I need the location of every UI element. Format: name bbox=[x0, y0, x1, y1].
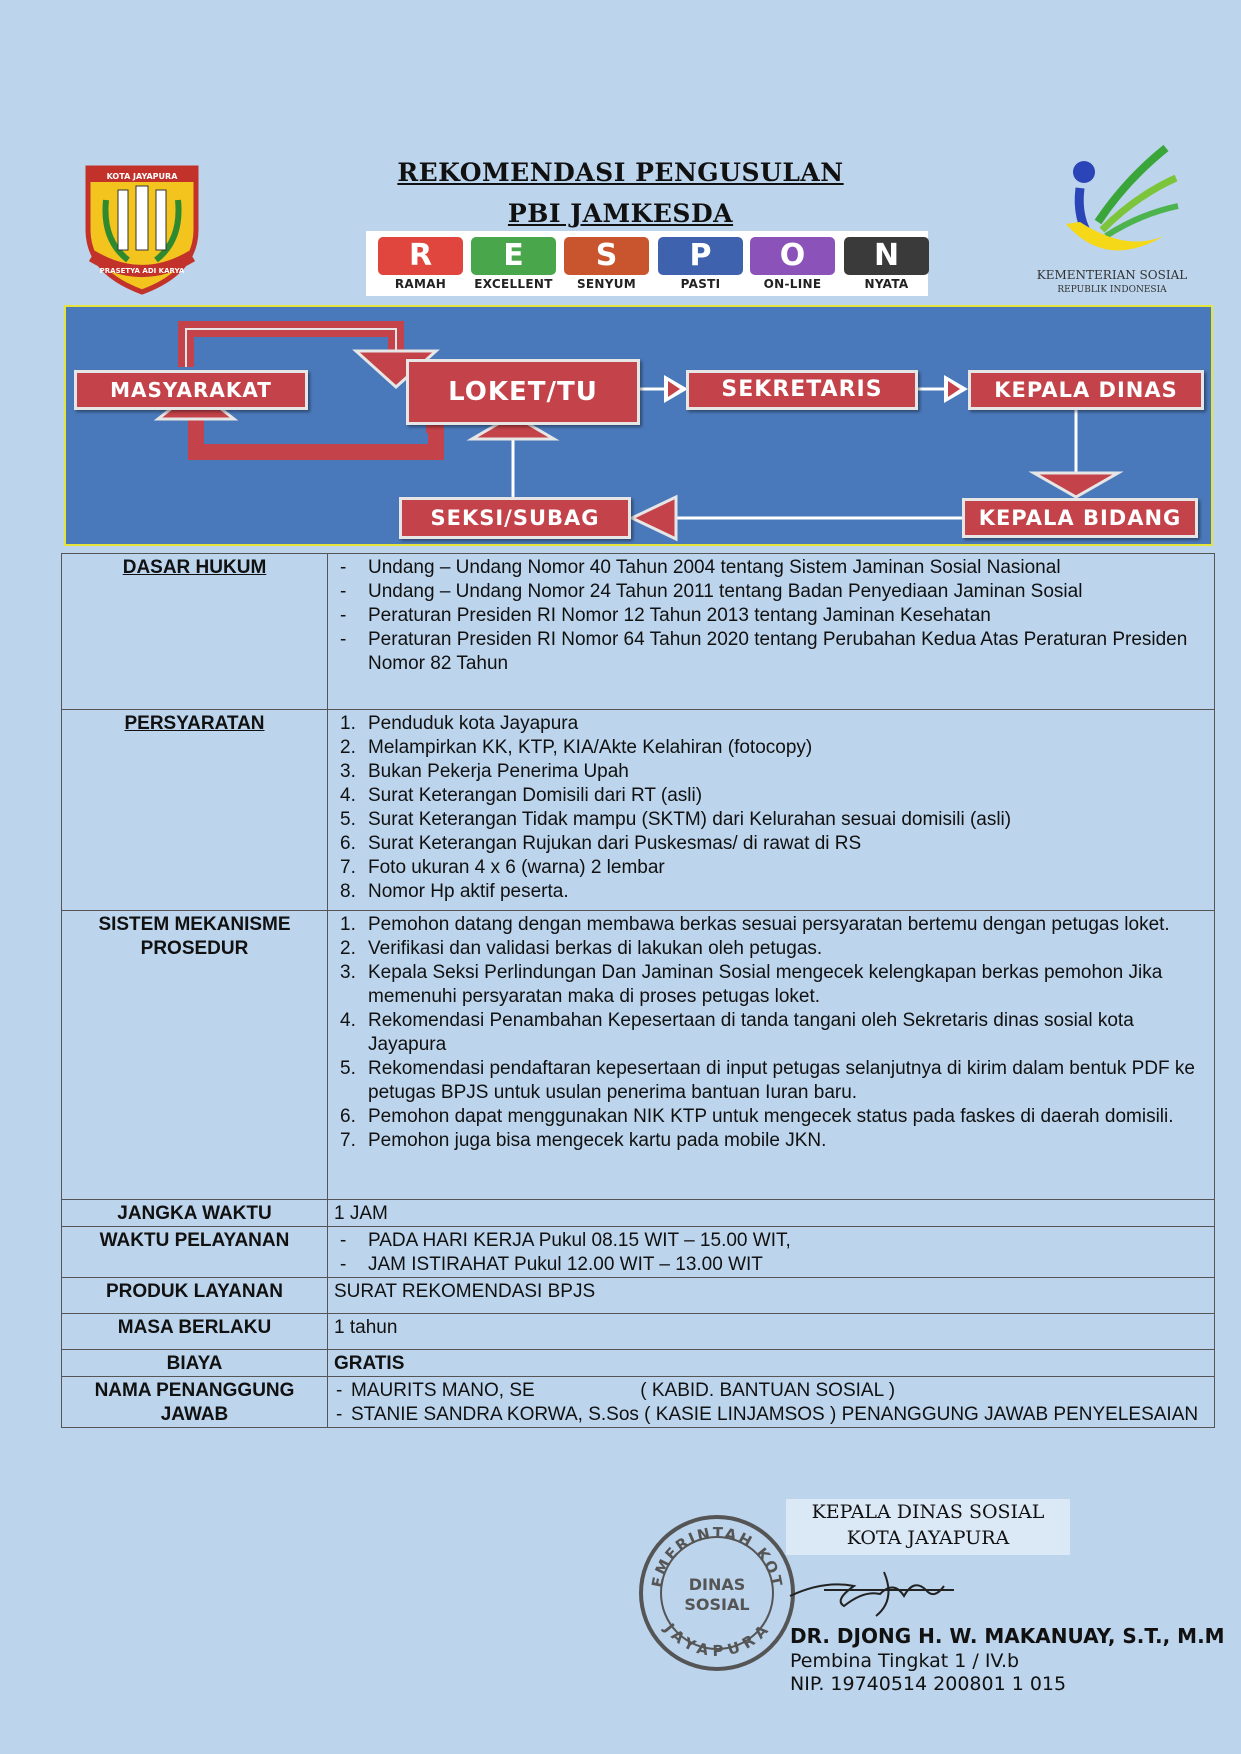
persyaratan-item bbox=[334, 832, 1208, 856]
persyaratan-text: Melampirkan KK, KTP, KIA/Akte Kelahiran (fotocopy) bbox=[368, 737, 813, 758]
flow-seksi-subag: SEKSI/SUBAG bbox=[399, 497, 631, 539]
persyaratan-item bbox=[334, 784, 1208, 808]
waktu-text: JAM ISTIRAHAT Pukul 12.00 WIT – 13.00 WIT bbox=[368, 1254, 763, 1275]
persyaratan-item bbox=[334, 880, 1208, 904]
respon-label-1: RAMAH bbox=[394, 277, 447, 291]
signatory-rank: Pembina Tingkat 1 / IV.b bbox=[790, 1650, 1020, 1672]
list-marker: - bbox=[340, 1230, 347, 1251]
label-waktu-pelayanan: WAKTU PELAYANAN bbox=[62, 1227, 328, 1278]
svg-text:DINAS: DINAS bbox=[688, 1575, 746, 1594]
waktu-text: PADA HARI KERJA Pukul 08.15 WIT – 15.00 WIT, bbox=[368, 1230, 791, 1251]
respon-label-5: ON-LINE bbox=[763, 277, 822, 291]
dasar-hukum-text: Undang – Undang Nomor 24 Tahun 2011 tentang Badan Penyediaan Jaminan Sosial bbox=[368, 581, 1083, 602]
persyaratan-text: Surat Keterangan Tidak mampu (SKTM) dari Kelurahan sesuai domisili (asli) bbox=[368, 809, 1012, 830]
handwritten-signature bbox=[784, 1560, 964, 1620]
persyaratan-item bbox=[334, 856, 1208, 880]
sistem-item bbox=[334, 913, 1208, 937]
row-persyaratan bbox=[62, 710, 1215, 911]
label-dasar-hukum: DASAR HUKUM bbox=[62, 554, 328, 710]
value-masa: 1 tahun bbox=[328, 1314, 1215, 1350]
list-marker: 2. bbox=[340, 737, 356, 758]
pj-text: STANIE SANDRA KORWA, S.Sos ( KASIE LINJAMSOS ) PENANGGUNG JAWAB PENYELESAIAN bbox=[351, 1404, 1199, 1425]
respon-label-6: NYATA bbox=[864, 277, 909, 291]
service-info-table bbox=[61, 553, 1215, 1428]
list-marker: - bbox=[340, 605, 347, 626]
dasar-hukum-text: Undang – Undang Nomor 40 Tahun 2004 tentang Sistem Jaminan Sosial Nasional bbox=[368, 557, 1061, 578]
waktu-item bbox=[334, 1253, 1208, 1277]
signatory-name: DR. DJONG H. W. MAKANUAY, S.T., M.M bbox=[790, 1624, 1225, 1648]
pj-item bbox=[334, 1379, 1208, 1403]
list-marker: 1. bbox=[340, 914, 356, 935]
pj-item bbox=[334, 1403, 1208, 1427]
respon-label-3: SENYUM bbox=[576, 277, 637, 291]
alur-pelayanan-diagram bbox=[64, 305, 1213, 546]
value-jangka-waktu: 1 JAM bbox=[328, 1200, 1215, 1227]
svg-text:PRASETYA ADI KARYA: PRASETYA ADI KARYA bbox=[99, 267, 185, 275]
flow-sekretaris: SEKRETARIS bbox=[686, 370, 918, 410]
signatory-nip: NIP. 19740514 200801 1 015 bbox=[790, 1673, 1067, 1695]
list-marker: 1. bbox=[340, 713, 356, 734]
sistem-item bbox=[334, 961, 1208, 1009]
list-marker: - bbox=[340, 581, 347, 602]
label-sistem: SISTEM MEKANISME PROSEDUR bbox=[62, 911, 328, 1200]
list-marker: 3. bbox=[340, 761, 356, 782]
persyaratan-text: Surat Keterangan Rujukan dari Puskesmas/ di rawat di RS bbox=[368, 833, 862, 854]
list-marker: 6. bbox=[340, 1106, 356, 1127]
flow-kepala-bidang: KEPALA BIDANG bbox=[962, 498, 1198, 538]
label-biaya: BIAYA bbox=[62, 1350, 328, 1377]
value-biaya: GRATIS bbox=[328, 1350, 1215, 1377]
label-persyaratan: PERSYARATAN bbox=[62, 710, 328, 911]
persyaratan-item bbox=[334, 712, 1208, 736]
row-penanggung bbox=[62, 1377, 1215, 1428]
dasar-hukum-text: Peraturan Presiden RI Nomor 12 Tahun 2013 tentang Jaminan Kesehatan bbox=[368, 605, 991, 626]
list-marker: 7. bbox=[340, 1130, 356, 1151]
flow-masyarakat: MASYARAKAT bbox=[74, 370, 308, 410]
signatory-title: KEPALA DINAS SOSIAL KOTA JAYAPURA bbox=[786, 1499, 1070, 1555]
list-marker: - bbox=[340, 1254, 347, 1275]
row-biaya bbox=[62, 1350, 1215, 1377]
label-jangka-waktu: JANGKA WAKTU bbox=[62, 1200, 328, 1227]
list-marker: 8. bbox=[340, 881, 356, 902]
respon-label-2: EXCELLENT bbox=[474, 277, 553, 291]
page-title-line2: PBI JAMKESDA bbox=[507, 199, 734, 228]
persyaratan-item bbox=[334, 760, 1208, 784]
svg-text:SOSIAL: SOSIAL bbox=[684, 1595, 750, 1614]
kementerian-sosial-logo bbox=[1036, 140, 1188, 300]
sistem-item bbox=[334, 937, 1208, 961]
list-marker: 6. bbox=[340, 833, 356, 854]
dasar-hukum-text: Peraturan Presiden RI Nomor 64 Tahun 2020 tentang Perubahan Kedua Atas Peraturan Presiden Nomor 82 Tahun bbox=[368, 629, 1188, 674]
persyaratan-text: Bukan Pekerja Penerima Upah bbox=[368, 761, 629, 782]
row-sistem bbox=[62, 911, 1215, 1200]
svg-text:PEMERINTAH KOTA: EMERINTAH KOT bbox=[648, 1523, 786, 1590]
dasar-hukum-item bbox=[334, 580, 1208, 604]
svg-text:KOTA JAYAPURA: KOTA JAYAPURA bbox=[106, 172, 178, 181]
label-masa: MASA BERLAKU bbox=[62, 1314, 328, 1350]
waktu-item bbox=[334, 1229, 1208, 1253]
sistem-text: Pemohon datang dengan membawa berkas sesuai persyaratan bertemu dengan petugas loket. bbox=[368, 914, 1170, 935]
list-marker: 2. bbox=[340, 938, 356, 959]
row-waktu-pelayanan bbox=[62, 1227, 1215, 1278]
value-waktu-pelayanan bbox=[328, 1227, 1215, 1278]
sistem-text: Rekomendasi pendaftaran kepesertaan di input petugas selanjutnya di kirim dalam bentuk PDF ke petugas BPJS untuk usulan penerima bantuan Iuran baru. bbox=[368, 1058, 1195, 1103]
sistem-text: Verifikasi dan validasi berkas di lakukan oleh petugas. bbox=[368, 938, 823, 959]
list-marker: 5. bbox=[340, 809, 356, 830]
value-sistem bbox=[328, 911, 1215, 1200]
persyaratan-item bbox=[334, 736, 1208, 760]
flow-kepala-dinas: KEPALA DINAS bbox=[968, 370, 1204, 410]
list-marker: - bbox=[336, 1404, 343, 1425]
list-marker: 7. bbox=[340, 857, 356, 878]
row-masa bbox=[62, 1314, 1215, 1350]
row-produk bbox=[62, 1278, 1215, 1314]
list-marker: 4. bbox=[340, 785, 356, 806]
value-penanggung bbox=[328, 1377, 1215, 1428]
persyaratan-text: Surat Keterangan Domisili dari RT (asli) bbox=[368, 785, 703, 806]
persyaratan-text: Foto ukuran 4 x 6 (warna) 2 lembar bbox=[368, 857, 665, 878]
respon-banner bbox=[366, 231, 928, 296]
official-stamp bbox=[636, 1512, 798, 1674]
respon-letter-n: N bbox=[844, 237, 929, 275]
list-marker: - bbox=[336, 1380, 343, 1401]
page-title-line1: REKOMENDASI PENGUSULAN bbox=[397, 158, 844, 187]
sistem-item bbox=[334, 1057, 1208, 1105]
respon-letter-s: S bbox=[564, 237, 649, 275]
list-marker: 5. bbox=[340, 1058, 356, 1079]
kemensos-line2: REPUBLIK INDONESIA bbox=[1057, 285, 1167, 295]
kemensos-line1: KEMENTERIAN SOSIAL bbox=[1036, 268, 1188, 282]
list-marker: 4. bbox=[340, 1010, 356, 1031]
label-penanggung: NAMA PENANGGUNG JAWAB bbox=[62, 1377, 328, 1428]
pj-text: MAURITS MANO, SE ( KABID. BANTUAN SOSIAL ) bbox=[351, 1380, 896, 1401]
value-produk: SURAT REKOMENDASI BPJS bbox=[328, 1278, 1215, 1314]
sistem-text: Pemohon juga bisa mengecek kartu pada mobile JKN. bbox=[368, 1130, 827, 1151]
respon-letter-e: E bbox=[471, 237, 556, 275]
persyaratan-text: Penduduk kota Jayapura bbox=[368, 713, 579, 734]
respon-letter-o: O bbox=[750, 237, 835, 275]
list-marker: - bbox=[340, 629, 347, 650]
label-produk: PRODUK LAYANAN bbox=[62, 1278, 328, 1314]
dasar-hukum-item bbox=[334, 556, 1208, 580]
list-marker: 3. bbox=[340, 962, 356, 983]
sistem-text: Kepala Seksi Perlindungan Dan Jaminan Sosial mengecek kelengkapan berkas pemohon Jika memenuhi persyaratan maka di proses petugas loket. bbox=[368, 962, 1163, 1007]
sistem-item bbox=[334, 1105, 1208, 1129]
persyaratan-text: Nomor Hp aktif peserta. bbox=[368, 881, 569, 902]
sistem-text: Pemohon dapat menggunakan NIK KTP untuk mengecek status pada faskes di daerah domisili. bbox=[368, 1106, 1174, 1127]
dasar-hukum-item bbox=[334, 628, 1208, 676]
flow-loket-tu: LOKET/TU bbox=[406, 359, 640, 425]
row-jangka-waktu bbox=[62, 1200, 1215, 1227]
respon-label-4: PASTI bbox=[680, 277, 721, 291]
sistem-item bbox=[334, 1129, 1208, 1153]
value-dasar-hukum bbox=[328, 554, 1215, 710]
sistem-item bbox=[334, 1009, 1208, 1057]
svg-text:JAYAPURA: JAYAPURA bbox=[660, 1619, 773, 1661]
value-persyaratan bbox=[328, 710, 1215, 911]
row-dasar-hukum bbox=[62, 554, 1215, 710]
respon-letter-p: P bbox=[658, 237, 743, 275]
list-marker: - bbox=[340, 557, 347, 578]
respon-letter-r: R bbox=[378, 237, 463, 275]
sistem-text: Rekomendasi Penambahan Kepesertaan di tanda tangani oleh Sekretaris dinas sosial kota Jayapura bbox=[368, 1010, 1134, 1055]
dasar-hukum-item bbox=[334, 604, 1208, 628]
persyaratan-item bbox=[334, 808, 1208, 832]
